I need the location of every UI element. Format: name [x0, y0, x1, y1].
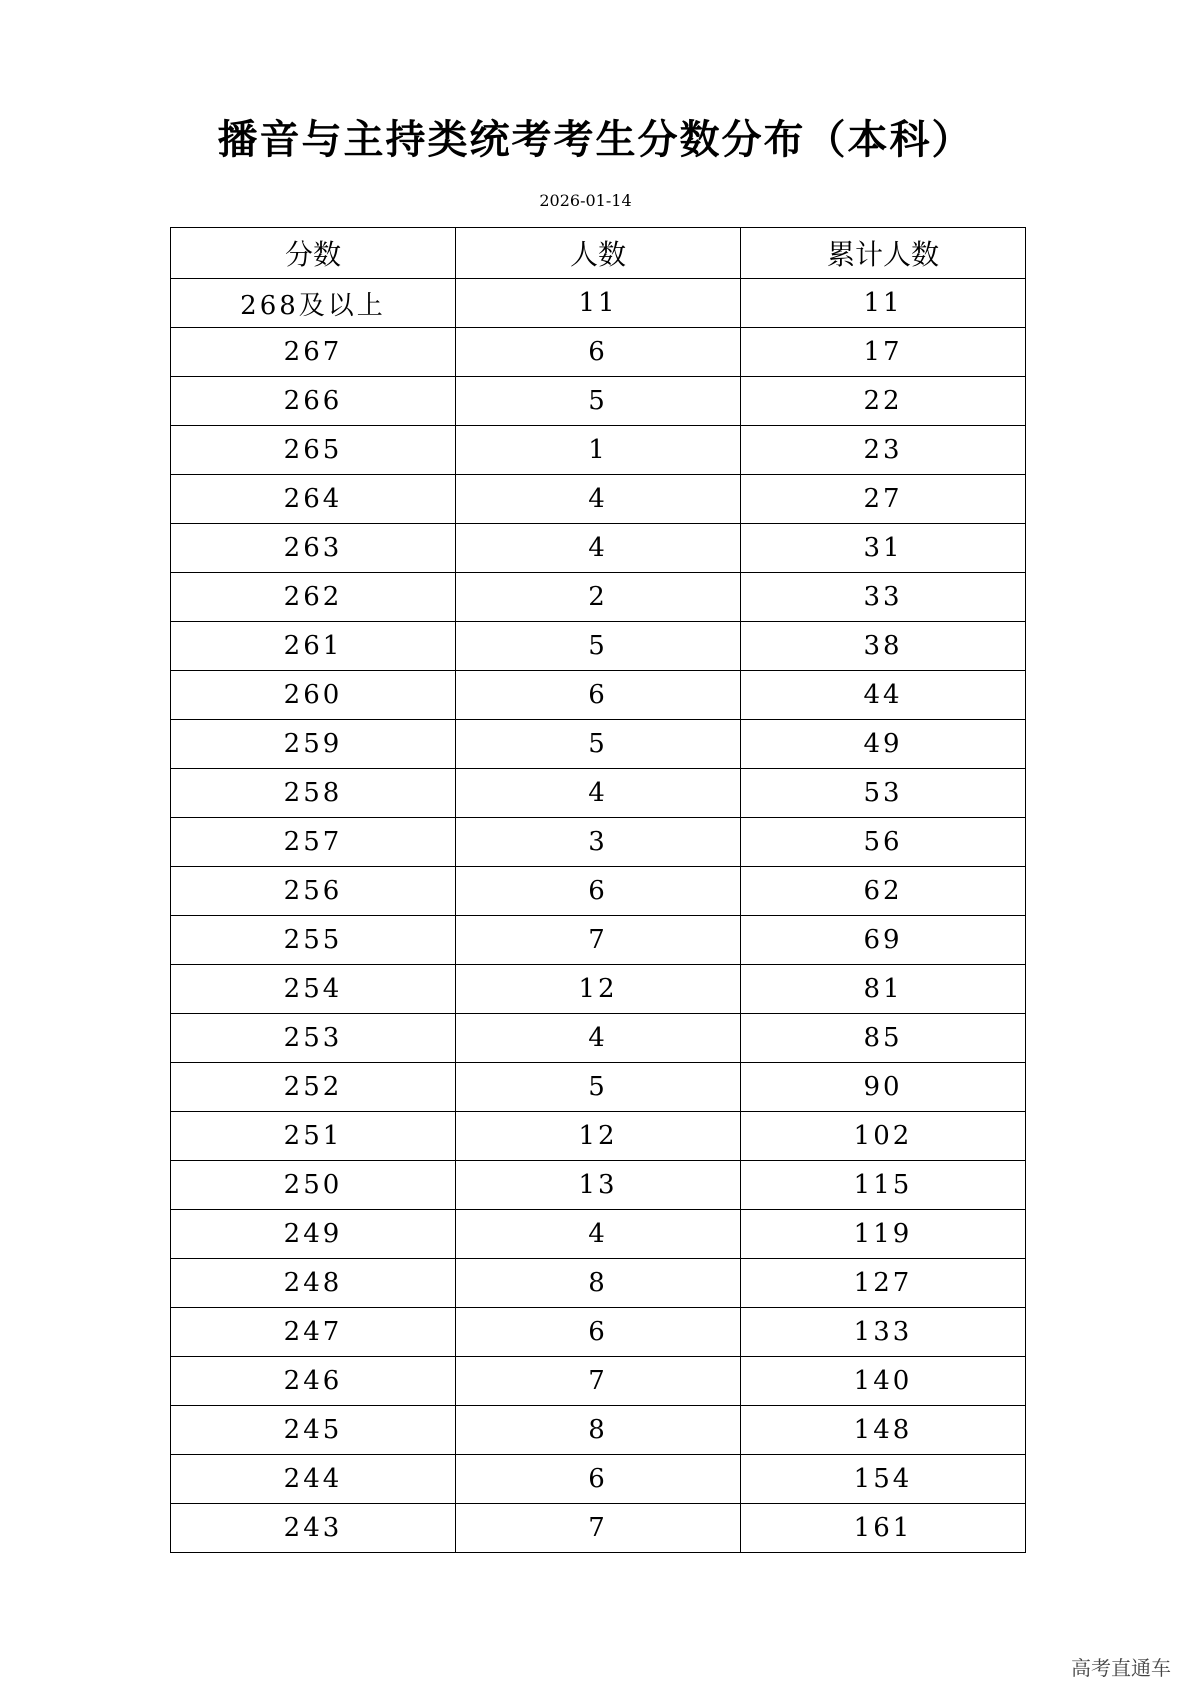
table-row [171, 622, 1026, 671]
cell-cumulative: 119 [741, 1210, 1026, 1259]
cell-score: 262 [171, 573, 456, 622]
score-distribution-table [170, 227, 1026, 1553]
cell-count: 6 [456, 867, 741, 916]
cell-cumulative: 140 [741, 1357, 1026, 1406]
cell-count: 4 [456, 769, 741, 818]
cell-cumulative: 154 [741, 1455, 1026, 1504]
table-body [171, 279, 1026, 1553]
cell-count: 4 [456, 1014, 741, 1063]
cell-score: 257 [171, 818, 456, 867]
cell-count: 7 [456, 1504, 741, 1553]
table-row [171, 867, 1026, 916]
cell-score: 246 [171, 1357, 456, 1406]
table-row [171, 475, 1026, 524]
cell-count: 6 [456, 671, 741, 720]
cell-score: 264 [171, 475, 456, 524]
cell-cumulative: 161 [741, 1504, 1026, 1553]
cell-cumulative: 33 [741, 573, 1026, 622]
table-row [171, 916, 1026, 965]
cell-cumulative: 102 [741, 1112, 1026, 1161]
cell-cumulative: 148 [741, 1406, 1026, 1455]
cell-score: 247 [171, 1308, 456, 1357]
cell-count: 12 [456, 1112, 741, 1161]
table-row [171, 1063, 1026, 1112]
table-row [171, 328, 1026, 377]
table-row [171, 1357, 1026, 1406]
cell-count: 8 [456, 1259, 741, 1308]
cell-score: 263 [171, 524, 456, 573]
cell-cumulative: 22 [741, 377, 1026, 426]
cell-count: 13 [456, 1161, 741, 1210]
cell-score: 251 [171, 1112, 456, 1161]
header-cumulative: 累计人数 [741, 228, 1026, 279]
cell-score: 254 [171, 965, 456, 1014]
cell-cumulative: 31 [741, 524, 1026, 573]
cell-cumulative: 69 [741, 916, 1026, 965]
cell-score: 261 [171, 622, 456, 671]
cell-count: 5 [456, 622, 741, 671]
cell-count: 4 [456, 1210, 741, 1259]
cell-score: 258 [171, 769, 456, 818]
publish-date: 2026-01-14 [539, 191, 632, 210]
table-row [171, 1014, 1026, 1063]
table-header-row [171, 228, 1026, 279]
cell-cumulative: 90 [741, 1063, 1026, 1112]
cell-score: 267 [171, 328, 456, 377]
cell-count: 7 [456, 916, 741, 965]
cell-cumulative: 23 [741, 426, 1026, 475]
cell-score: 245 [171, 1406, 456, 1455]
table-row [171, 279, 1026, 328]
cell-cumulative: 44 [741, 671, 1026, 720]
table-row [171, 965, 1026, 1014]
cell-count: 6 [456, 1308, 741, 1357]
cell-cumulative: 17 [741, 328, 1026, 377]
cell-count: 1 [456, 426, 741, 475]
cell-count: 3 [456, 818, 741, 867]
cell-score: 253 [171, 1014, 456, 1063]
cell-score: 260 [171, 671, 456, 720]
cell-score: 243 [171, 1504, 456, 1553]
table-row [171, 1259, 1026, 1308]
cell-cumulative: 62 [741, 867, 1026, 916]
cell-count: 6 [456, 1455, 741, 1504]
cell-cumulative: 53 [741, 769, 1026, 818]
table-row [171, 1161, 1026, 1210]
table-row [171, 1406, 1026, 1455]
cell-count: 5 [456, 377, 741, 426]
cell-cumulative: 56 [741, 818, 1026, 867]
table-row [171, 1455, 1026, 1504]
cell-count: 6 [456, 328, 741, 377]
table-row [171, 720, 1026, 769]
watermark: 高考直通车 [1071, 1656, 1171, 1680]
cell-count: 11 [456, 279, 741, 328]
cell-score: 252 [171, 1063, 456, 1112]
cell-count: 7 [456, 1357, 741, 1406]
table-row [171, 426, 1026, 475]
cell-score: 255 [171, 916, 456, 965]
cell-score: 265 [171, 426, 456, 475]
cell-score: 250 [171, 1161, 456, 1210]
table-row [171, 1504, 1026, 1553]
cell-score: 256 [171, 867, 456, 916]
page-title: 播音与主持类统考考生分数分布（本科） [217, 117, 974, 163]
table-row [171, 1308, 1026, 1357]
cell-score: 268及以上 [171, 279, 456, 328]
cell-score: 248 [171, 1259, 456, 1308]
header-score: 分数 [171, 228, 456, 279]
table-row [171, 1112, 1026, 1161]
cell-count: 5 [456, 720, 741, 769]
table-row [171, 769, 1026, 818]
cell-cumulative: 38 [741, 622, 1026, 671]
cell-score: 249 [171, 1210, 456, 1259]
table-row [171, 573, 1026, 622]
table-row [171, 671, 1026, 720]
cell-score: 259 [171, 720, 456, 769]
table-row [171, 524, 1026, 573]
table-row [171, 818, 1026, 867]
cell-cumulative: 11 [741, 279, 1026, 328]
cell-count: 4 [456, 475, 741, 524]
cell-count: 2 [456, 573, 741, 622]
cell-score: 266 [171, 377, 456, 426]
cell-count: 12 [456, 965, 741, 1014]
cell-count: 8 [456, 1406, 741, 1455]
table-row [171, 1210, 1026, 1259]
cell-cumulative: 49 [741, 720, 1026, 769]
cell-count: 4 [456, 524, 741, 573]
cell-cumulative: 115 [741, 1161, 1026, 1210]
cell-count: 5 [456, 1063, 741, 1112]
cell-cumulative: 81 [741, 965, 1026, 1014]
table-row [171, 377, 1026, 426]
cell-cumulative: 85 [741, 1014, 1026, 1063]
cell-score: 244 [171, 1455, 456, 1504]
cell-cumulative: 127 [741, 1259, 1026, 1308]
cell-cumulative: 133 [741, 1308, 1026, 1357]
header-count: 人数 [456, 228, 741, 279]
cell-cumulative: 27 [741, 475, 1026, 524]
